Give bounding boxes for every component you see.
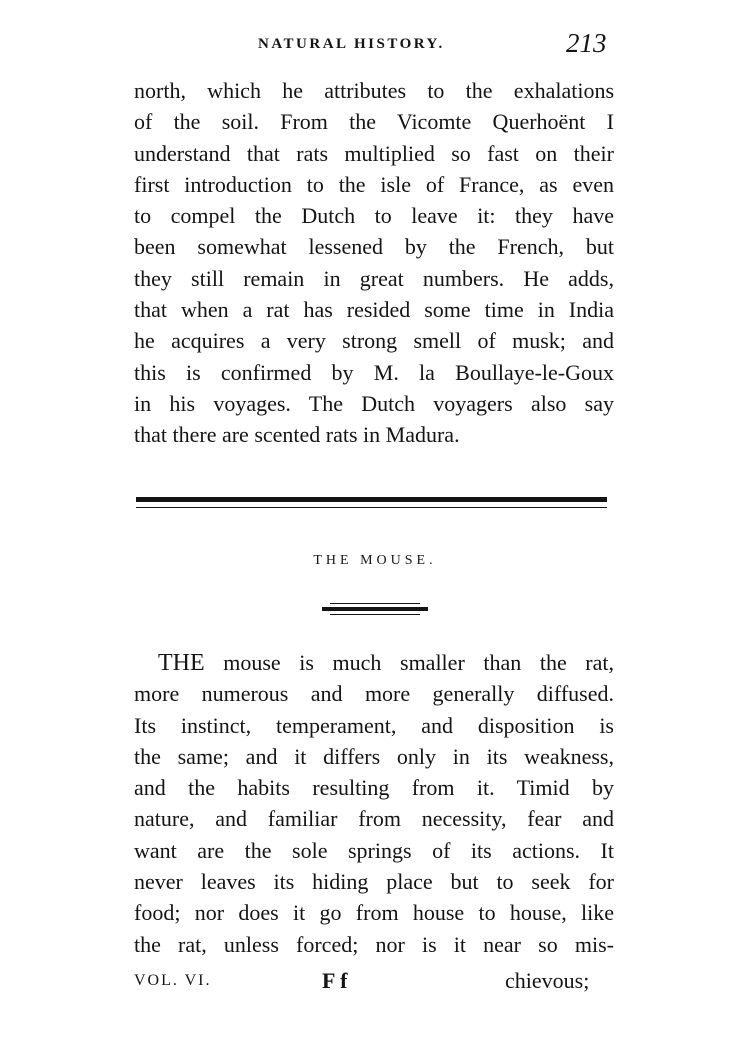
ornament-rule — [330, 603, 420, 604]
page-number: 213 — [566, 28, 607, 58]
text-line: he acquires a very strong smell of musk; and — [134, 328, 614, 354]
text-line — [134, 647, 614, 678]
heading-ornament — [322, 603, 428, 615]
text-line: that there are scented rats in Madura. — [134, 422, 460, 448]
running-title: NATURAL HISTORY. — [258, 36, 445, 52]
text-line: in his voyages. The Dutch voyagers also say — [134, 390, 614, 416]
first-line-rest: mouse is much smaller than the rat, — [204, 650, 614, 675]
section-divider — [136, 497, 607, 511]
bottom-paragraph — [134, 647, 614, 960]
text-line: and the habits resulting from it. Timid by — [134, 775, 614, 801]
divider-thick-rule — [136, 497, 607, 502]
text-line: been somewhat lessened by the French, but — [134, 234, 614, 260]
running-head — [0, 28, 750, 68]
text-line: understand that rats multiplied so fast on their — [134, 140, 614, 166]
text-line: nature, and familiar from necessity, fear and — [134, 806, 614, 832]
signature-mark: F f — [322, 968, 348, 993]
text-line: the rat, unless forced; nor is it near so mis- — [134, 931, 614, 957]
text-line: more numerous and more generally diffused. — [134, 681, 614, 707]
text-line: the same; and it differs only in its weakness, — [134, 743, 614, 769]
text-line: want are the sole springs of its actions. It — [134, 837, 614, 863]
catchword: chievous; — [505, 968, 590, 993]
text-line: that when a rat has resided some time in India — [134, 297, 614, 323]
top-paragraph — [134, 75, 614, 451]
divider-thin-rule — [136, 507, 607, 508]
text-line: first introduction to the isle of France, as even — [134, 171, 614, 197]
text-line: they still remain in great numbers. He adds, — [134, 265, 614, 291]
text-line: of the soil. From the Vicomte Querhoënt I — [134, 109, 614, 135]
text-line: to compel the Dutch to leave it: they have — [134, 203, 614, 229]
text-line: food; nor does it go from house to house, like — [134, 900, 614, 926]
page-footer — [0, 960, 750, 1000]
ornament-rule — [330, 614, 420, 615]
volume-label: VOL. VI. — [134, 972, 212, 989]
ornament-rule — [322, 607, 428, 611]
opening-word: THE — [158, 650, 205, 676]
text-line: Its instinct, temperament, and disposition is — [134, 712, 614, 738]
text-line: north, which he attributes to the exhalations — [134, 78, 614, 103]
section-heading: THE MOUSE. — [313, 553, 437, 568]
text-line: never leaves its hiding place but to seek for — [134, 869, 614, 895]
text-line: this is confirmed by M. la Boullaye-le-Goux — [134, 359, 614, 385]
